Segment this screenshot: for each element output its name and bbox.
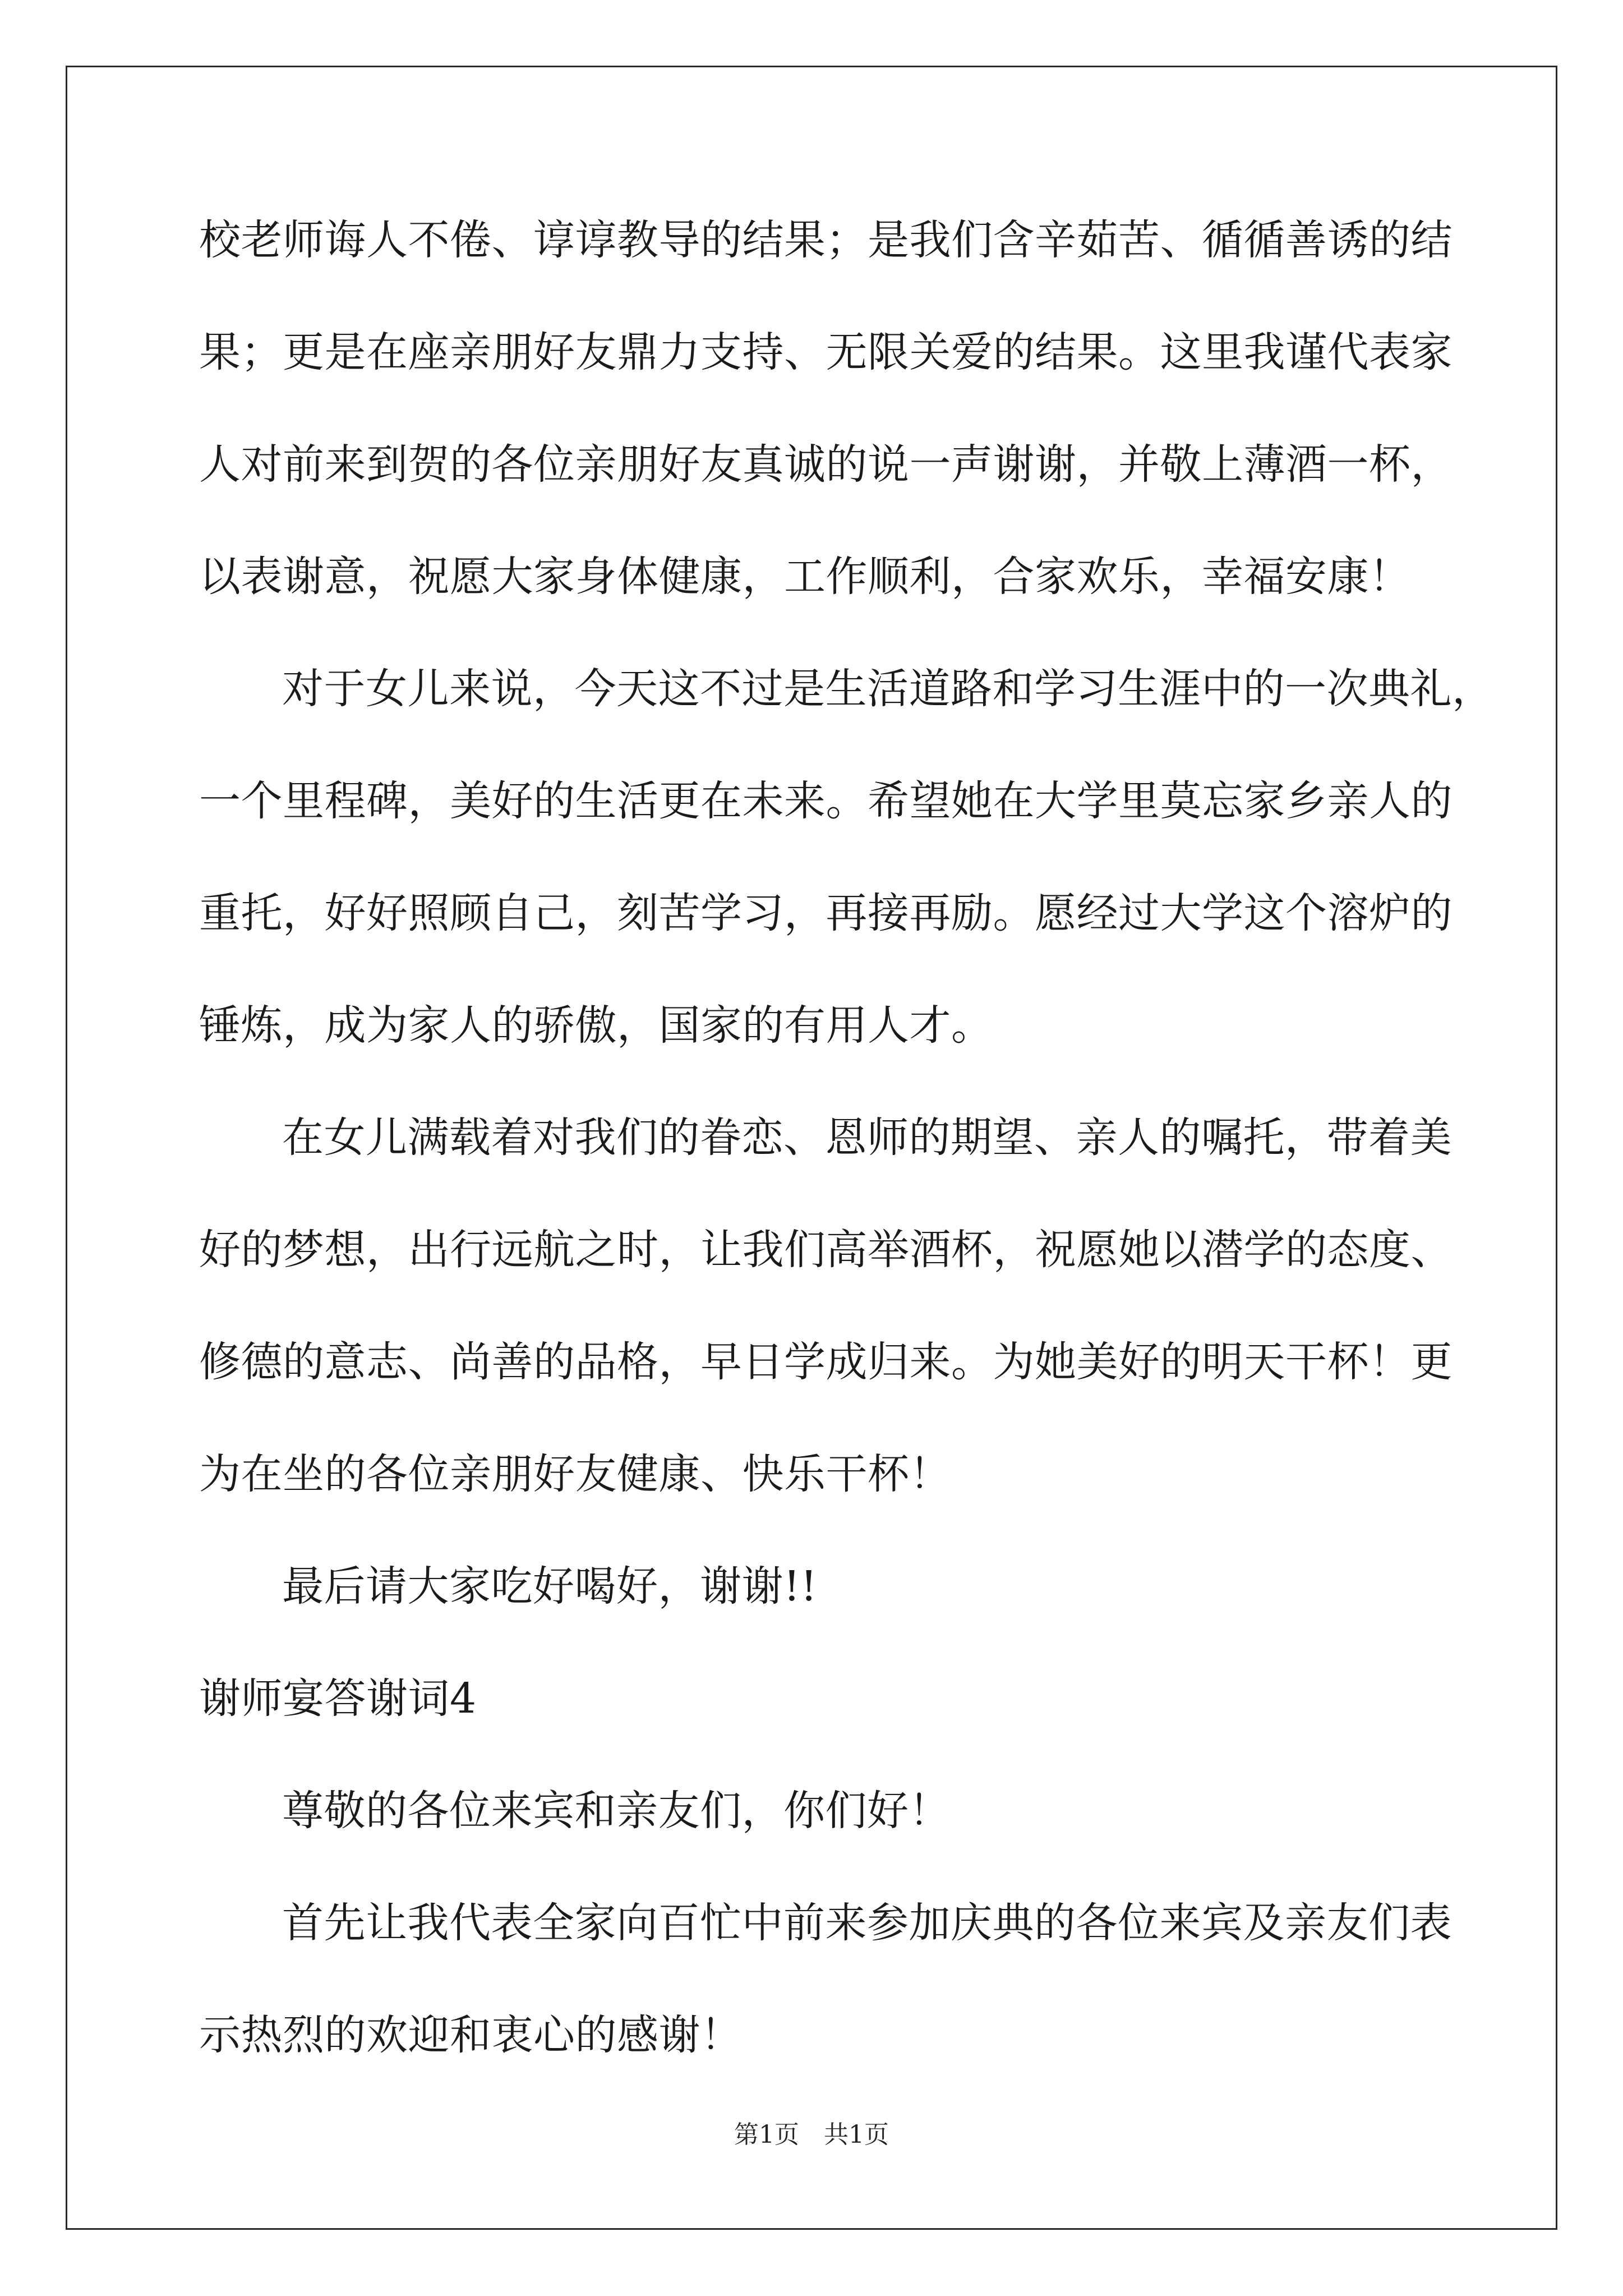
paragraph-line: 对于女儿来说，今天这不过是生活道路和学习生涯中的一次典礼， xyxy=(282,665,1494,713)
page-number: 第1页 xyxy=(734,2120,799,2149)
page-footer xyxy=(0,2119,1623,2151)
paragraph-line: 重托，好好照顾自己，刻苦学习，再接再励。愿经过大学这个溶炉的 xyxy=(199,889,1453,937)
paragraph-line: 最后请大家吃好喝好，谢谢!! xyxy=(282,1562,818,1611)
paragraph-line: 锤炼，成为家人的骄傲，国家的有用人才。 xyxy=(199,1001,993,1050)
paragraph-line: 一个里程碑，美好的生活更在未来。希望她在大学里莫忘家乡亲人的 xyxy=(199,777,1453,825)
page-total: 共1页 xyxy=(824,2120,889,2149)
paragraph-line: 修德的意志、尚善的品格，早日学成归来。为她美好的明天干杯！更 xyxy=(199,1338,1453,1386)
paragraph-line: 好的梦想，出行远航之时，让我们高举酒杯，祝愿她以潜学的态度、 xyxy=(199,1226,1453,1274)
paragraph-line: 人对前来到贺的各位亲朋好友真诚的说一声谢谢，并敬上薄酒一杯， xyxy=(199,440,1453,489)
paragraph-line: 校老师诲人不倦、谆谆教导的结果；是我们含辛茹苦、循循善诱的结 xyxy=(199,216,1453,264)
section-heading: 谢师宴答谢词4 xyxy=(199,1674,477,1723)
paragraph-line: 首先让我代表全家向百忙中前来参加庆典的各位来宾及亲友们表 xyxy=(282,1899,1452,1947)
paragraph-line: 以表谢意，祝愿大家身体健康，工作顺利，合家欢乐，幸福安康！ xyxy=(199,553,1411,601)
paragraph-line: 果；更是在座亲朋好友鼎力支持、无限关爱的结果。这里我谨代表家 xyxy=(199,328,1453,376)
paragraph-line: 在女儿满载着对我们的眷恋、恩师的期望、亲人的嘱托，带着美 xyxy=(282,1114,1452,1162)
paragraph-line: 尊敬的各位来宾和亲友们，你们好！ xyxy=(282,1787,951,1835)
paragraph-line: 为在坐的各位亲朋好友健康、快乐干杯！ xyxy=(199,1450,951,1498)
paragraph-line: 示热烈的欢迎和衷心的感谢！ xyxy=(199,2011,743,2059)
